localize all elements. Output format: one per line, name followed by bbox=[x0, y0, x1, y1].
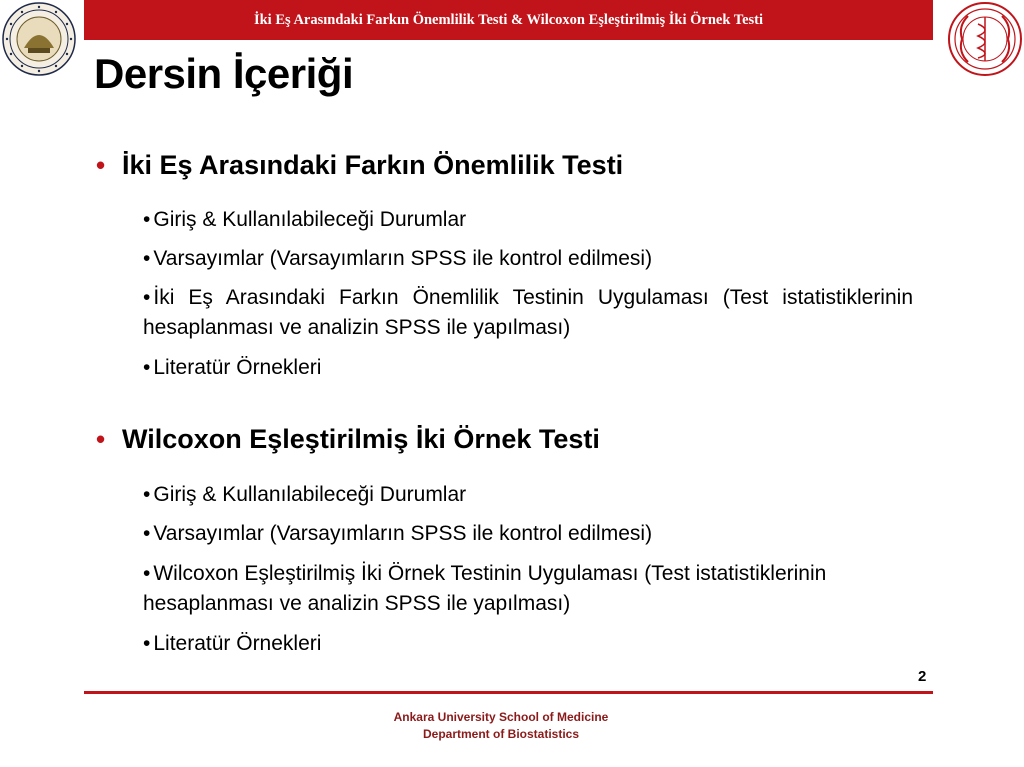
bullet-icon: • bbox=[143, 208, 151, 231]
section-heading bbox=[96, 424, 600, 455]
footer-line-1: Ankara University School of Medicine bbox=[393, 710, 609, 724]
list-item: • Varsayımlar (Varsayımların SPSS ile kontrol edilmesi) bbox=[143, 522, 653, 545]
list-item: • Giriş & Kullanılabileceği Durumlar bbox=[143, 208, 467, 231]
list-item: • İki Eş Arasındaki Farkın Önemlilik Testinin Uygulaması (Test istatistiklerinin hesaplanması ve analizin SPSS ile yapılması) bbox=[143, 286, 913, 339]
section-heading-text: İki Eş Arasındaki Farkın Önemlilik Testi bbox=[122, 150, 624, 180]
slide-title: Dersin İçeriği bbox=[94, 50, 354, 97]
bullet-icon: • bbox=[143, 632, 151, 655]
list-item: • Giriş & Kullanılabileceği Durumlar bbox=[143, 483, 467, 506]
section-heading bbox=[96, 150, 623, 181]
bullet-icon: • bbox=[143, 522, 151, 545]
list-item: • Varsayımlar (Varsayımların SPSS ile kontrol edilmesi) bbox=[143, 247, 653, 270]
list-item: • Literatür Örnekleri bbox=[143, 356, 322, 379]
header-bar bbox=[84, 0, 933, 40]
section-heading-text: Wilcoxon Eşleştirilmiş İki Örnek Testi bbox=[122, 424, 600, 454]
bullet-icon: • bbox=[96, 150, 106, 180]
bullet-icon: • bbox=[143, 356, 151, 379]
footer bbox=[0, 709, 1002, 743]
header-title: İki Eş Arasındaki Farkın Önemlilik Testi & Wilcoxon Eşleştirilmiş İki Örnek Testi bbox=[253, 11, 764, 28]
footer-line-2: Department of Biostatistics bbox=[422, 727, 580, 741]
bullet-icon: • bbox=[143, 286, 151, 309]
bullet-icon: • bbox=[143, 562, 151, 585]
list-item: • Wilcoxon Eşleştirilmiş İki Örnek Testinin Uygulaması (Test istatistiklerinin hesaplanması ve analizin SPSS ile yapılması) bbox=[143, 562, 827, 615]
bullet-icon: • bbox=[143, 247, 151, 270]
page-number: 2 bbox=[918, 668, 927, 685]
university-seal-icon bbox=[2, 2, 76, 76]
medical-faculty-seal-icon bbox=[948, 2, 1022, 76]
bullet-icon: • bbox=[96, 424, 106, 454]
bullet-icon: • bbox=[143, 483, 151, 506]
footer-divider bbox=[84, 691, 933, 694]
list-item: • Literatür Örnekleri bbox=[143, 632, 322, 655]
